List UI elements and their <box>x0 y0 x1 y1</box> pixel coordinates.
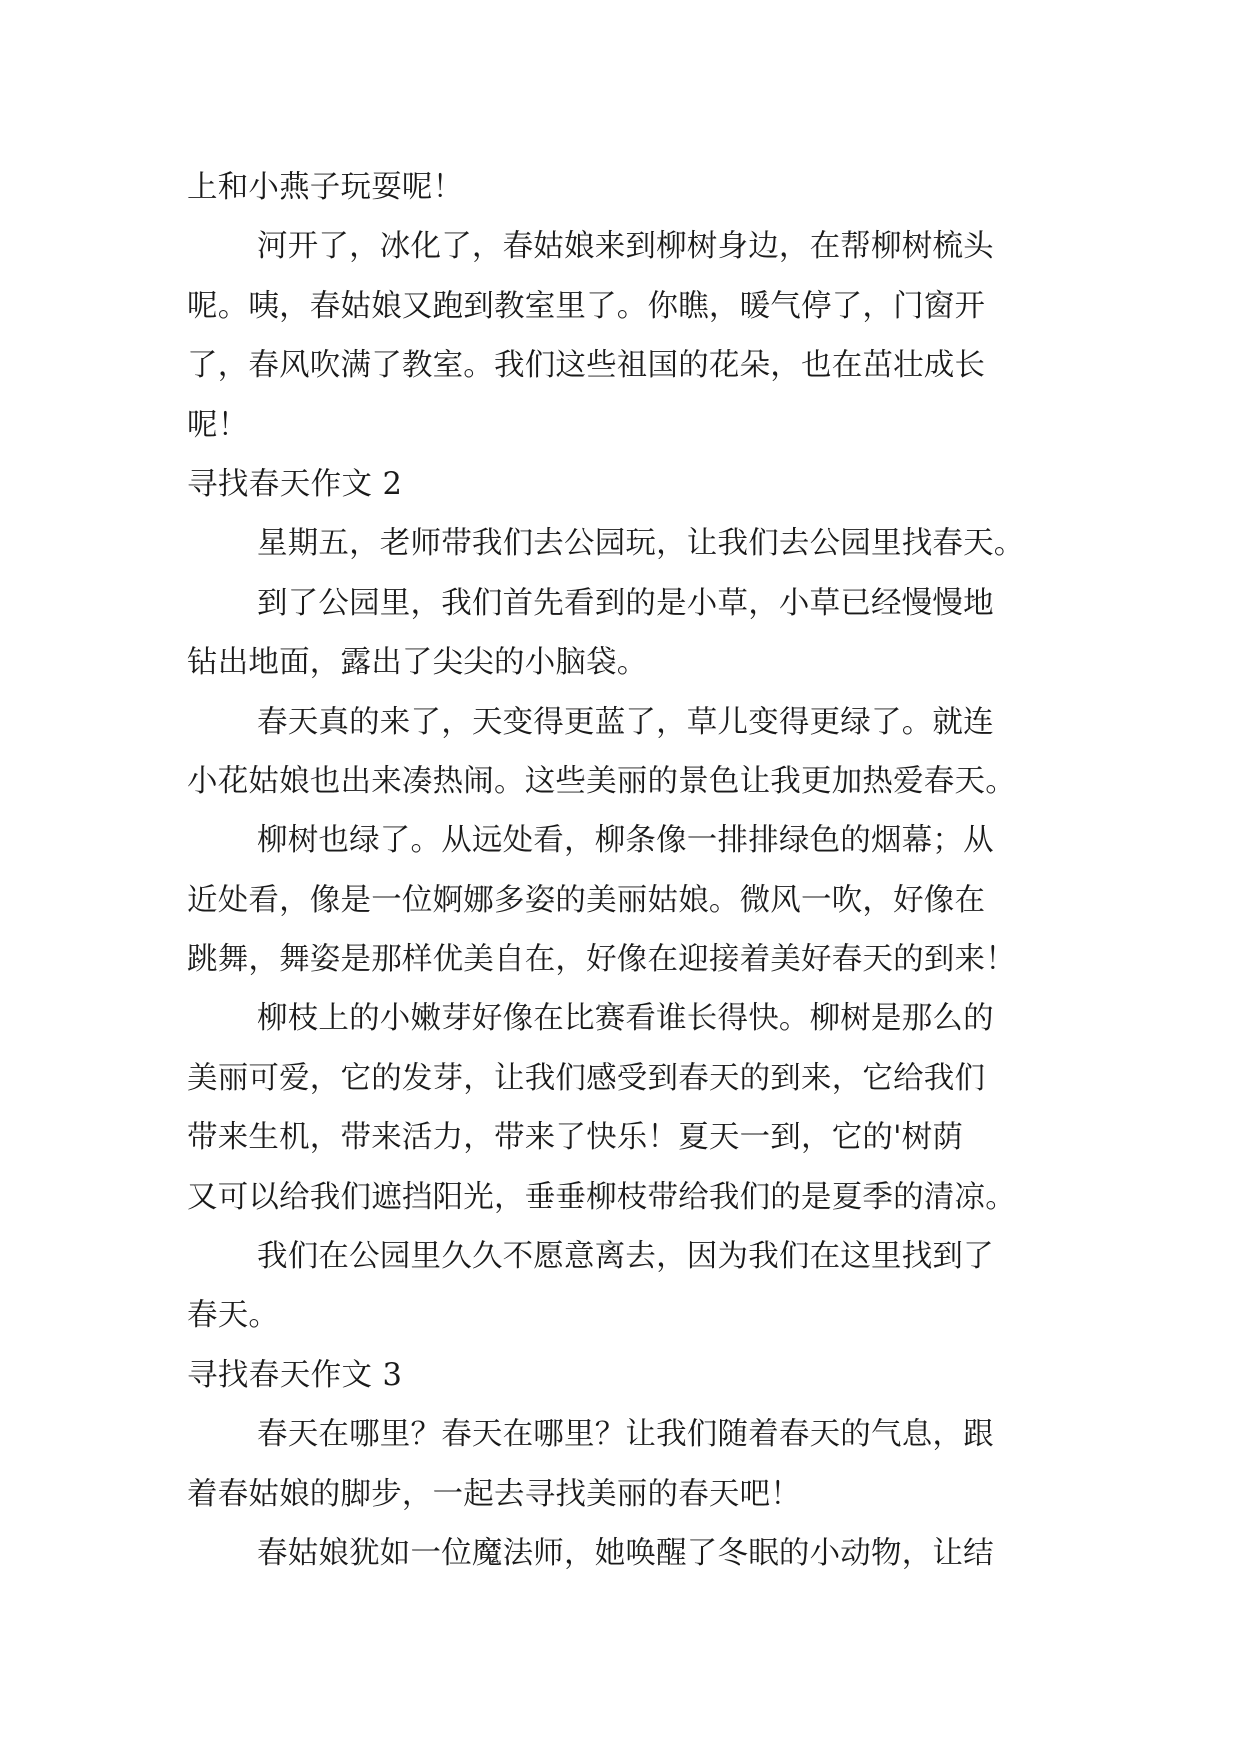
text-line: 着春姑娘的脚步，一起去寻找美丽的春天吧！ <box>187 1476 801 1512</box>
text-line: 美丽可爱，它的发芽，让我们感受到春天的到来，它给我们 <box>187 1060 986 1096</box>
text-line: 了，春风吹满了教室。我们这些祖国的花朵，也在茁壮成长 <box>187 348 986 384</box>
text-line: 春天。 <box>187 1298 280 1334</box>
text-line: 河开了，冰化了，春姑娘来到柳树身边，在帮柳树梳头 <box>257 229 994 265</box>
text-line: 到了公园里，我们首先看到的是小草，小草已经慢慢地 <box>257 585 994 621</box>
text-line: 钻出地面，露出了尖尖的小脑袋。 <box>187 645 648 681</box>
text-line: 跳舞，舞姿是那样优美自在，好像在迎接着美好春天的到来！ <box>187 942 1016 978</box>
text-line: 呢！ <box>187 407 249 443</box>
section-heading: 寻找春天作文 3 <box>187 1357 403 1393</box>
text-line: 柳枝上的小嫩芽好像在比赛看谁长得快。柳树是那么的 <box>257 1001 994 1037</box>
section-heading: 寻找春天作文 2 <box>187 466 403 502</box>
text-line: 我们在公园里久久不愿意离去，因为我们在这里找到了 <box>257 1239 994 1275</box>
text-line: 又可以给我们遮挡阳光，垂垂柳枝带给我们的是夏季的清凉。 <box>187 1179 1016 1215</box>
text-line: 呢。咦，春姑娘又跑到教室里了。你瞧，暖气停了，门窗开 <box>187 288 986 324</box>
text-line: 春天真的来了，天变得更蓝了，草儿变得更绿了。就连 <box>257 704 994 740</box>
document-body <box>187 158 1053 1583</box>
text-line: 近处看，像是一位婀娜多姿的美丽姑娘。微风一吹，好像在 <box>187 882 986 918</box>
text-line: 春姑娘犹如一位魔法师，她唤醒了冬眠的小动物，让结 <box>257 1535 994 1571</box>
text-line: 上和小燕子玩耍呢！ <box>187 170 464 205</box>
text-line: 带来生机，带来活力，带来了快乐！夏天一到，它的'树荫 <box>187 1120 964 1156</box>
text-line: 柳树也绿了。从远处看，柳条像一排排绿色的烟幕；从 <box>257 823 994 859</box>
text-line: 春天在哪里？春天在哪里？让我们随着春天的气息，跟 <box>257 1417 994 1453</box>
text-line: 小花姑娘也出来凑热闹。这些美丽的景色让我更加热爱春天。 <box>187 763 1016 799</box>
text-line: 星期五，老师带我们去公园玩，让我们去公园里找春天。 <box>257 526 1025 562</box>
